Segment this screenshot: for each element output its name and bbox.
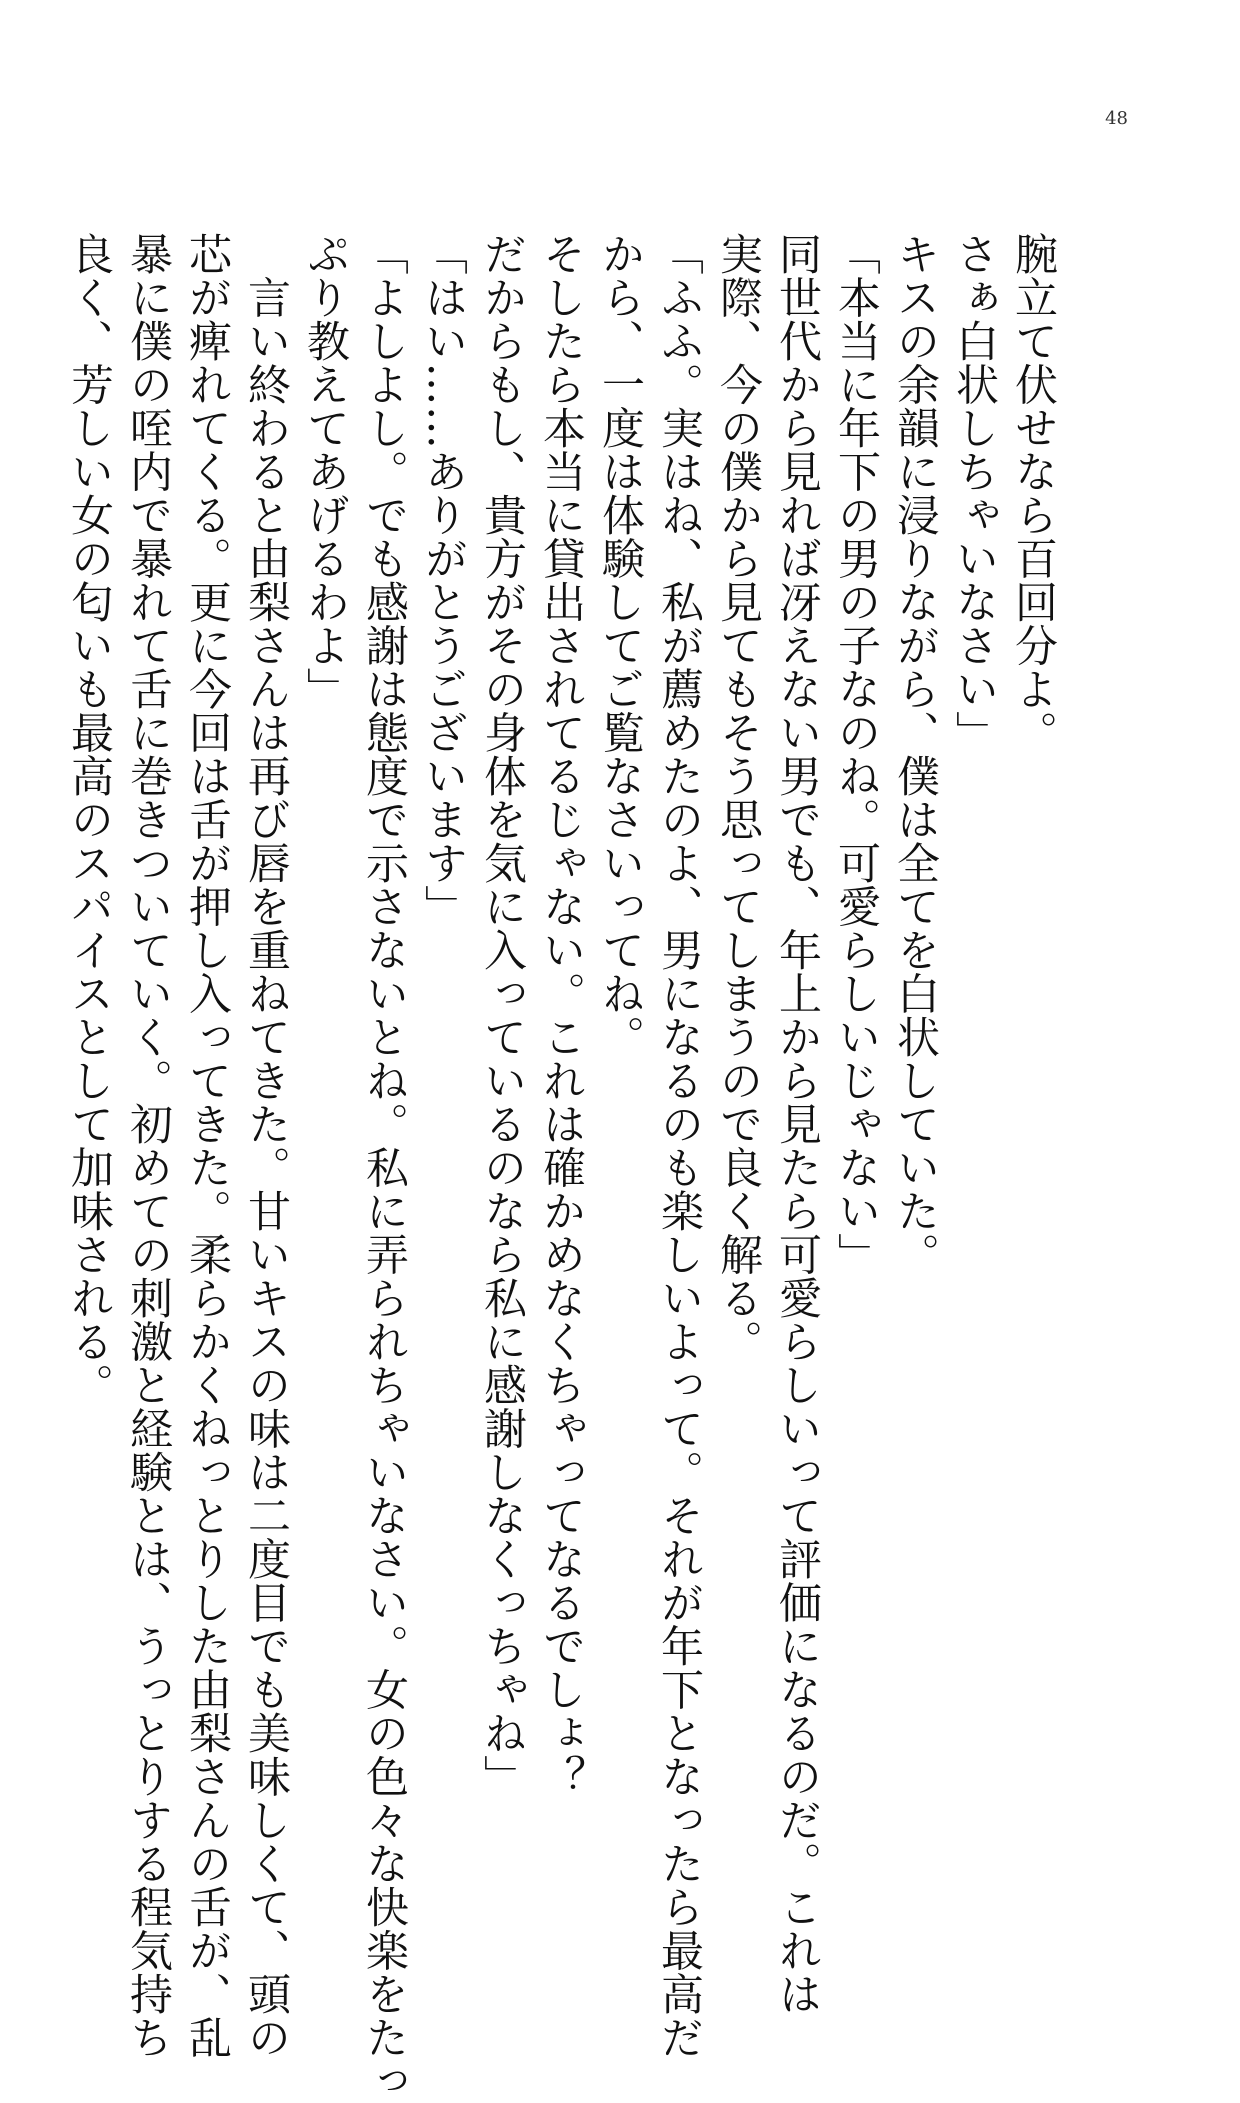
text-line: 良く、芳しい女の匂いも最高のスパイスとして加味される。 bbox=[64, 232, 114, 1407]
text-line: 「はい……ありがとうございます」 bbox=[418, 232, 468, 928]
body-text bbox=[12, 232, 1062, 2103]
text-line: キスの余韻に浸りながら、僕は全てを白状していた。 bbox=[890, 232, 940, 1276]
text-line: そしたら本当に貸出されてるじゃない。これは確かめなくちゃってなるでしょ？ bbox=[536, 232, 586, 1798]
text-line: 実際、今の僕から見てもそう思ってしまうので良く解る。 bbox=[713, 232, 763, 1363]
text-line: 暴に僕の咥内で暴れて舌に巻きついていく。初めての刺激と経験とは、うっとりする程気持ち bbox=[123, 232, 173, 2059]
text-line: 腕立て伏せなら百回分よ。 bbox=[1008, 232, 1058, 754]
text-line: 言い終わると由梨さんは再び唇を重ねてきた。甘いキスの味は二度目でも美味しくて、頭の bbox=[241, 232, 291, 2059]
text-line: ぷり教えてあげるわよ」 bbox=[300, 232, 350, 711]
text-line: 「本当に年下の男の子なのね。可愛らしいじゃない」 bbox=[831, 232, 881, 1276]
text-line: 芯が痺れてくる。更に今回は舌が押し入ってきた。柔らかくねっとりした由梨さんの舌が、乱 bbox=[182, 232, 232, 2059]
text-line: 「ふふ。実はね、私が薦めたのよ、男になるのも楽しいよって。それが年下となったら最高だ bbox=[654, 232, 704, 2059]
text-line: さぁ白状しちゃいなさい」 bbox=[949, 232, 999, 754]
text-line: から、一度は体験してご覧なさいってね。 bbox=[595, 232, 645, 1059]
text-line: 同世代から見れば冴えない男でも、年上から見たら可愛らしいって評価になるのだ。これは bbox=[772, 232, 822, 2016]
text-line: 「よしよし。でも感謝は態度で示さないとね。私に弄られちゃいなさい。女の色々な快楽をたっ bbox=[359, 232, 409, 2103]
text-line: だからもし、貴方がその身体を気に入っているのなら私に感謝しなくっちゃね」 bbox=[477, 232, 527, 1798]
page-number: 48 bbox=[1105, 108, 1128, 129]
